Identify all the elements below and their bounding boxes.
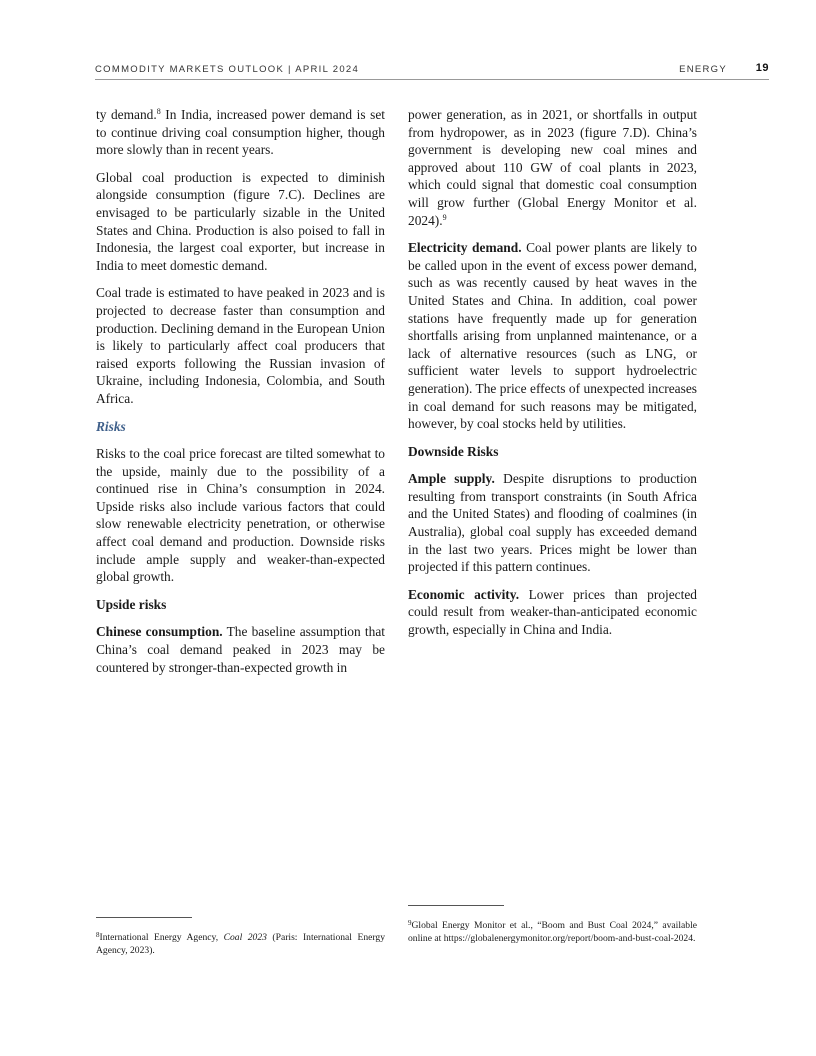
risks-heading: Risks: [96, 418, 126, 434]
paragraph: power generation, as in 2021, or shortfalls in output from hydropower, as in 2023 (figure 7.D). China’s government is developing new coal mines and approved about 110 GW of coal plants in 2023, which could signal that domestic coal consumption will grow further (Global Energy Monitor et al. 2024).$^9$: [408, 107, 697, 228]
upside-risks-heading: Upside risks: [96, 596, 167, 612]
footnote-rule: [96, 917, 192, 918]
run-in-heading: Chinese consumption.: [96, 624, 223, 640]
left-column: [96, 106, 385, 686]
paragraph: Economic activity. Lower prices than projected could result from weaker-than-anticipated economic growth, especially in China and India.: [408, 586, 697, 638]
footnote-8: $^8$International Energy Agency, Coal 2023 (Paris: International Energy Agency, 2023).: [96, 931, 385, 956]
run-in-heading: Electricity demand.: [408, 240, 522, 256]
paragraph: Electricity demand. Coal power plants are likely to be called upon in the event of excess power demand, such as was recently caused by heat waves in the United States and China. In addition, coal power stations have frequently made up for generation shortfalls arising from unplanned maintenance, or a lack of alternative resources (such as LNG, or sufficient water levels to support hydroelectric generation). The price effects of unexpected increases in coal demand for such reasons may be mitigated, however, by coal stocks held by utilities.: [408, 240, 697, 432]
right-column: [408, 106, 697, 649]
paragraph: Global coal production is expected to diminish alongside consumption (figure 7.C). Declines are envisaged to be particularly sizable in the United States and China. Production is also poised to fall in Indonesia, the largest coal exporter, but increase in India to meet domestic demand.: [96, 169, 385, 273]
downside-risks-heading: Downside Risks: [408, 443, 499, 459]
section-name: ENERGY: [679, 64, 727, 75]
paragraph: Chinese consumption. The baseline assumption that China’s coal demand peaked in 2023 may be countered by stronger-than-expected growth in: [96, 624, 385, 675]
publication-title: COMMODITY MARKETS OUTLOOK | APRIL 2024: [95, 64, 360, 75]
run-in-heading: Ample supply.: [408, 471, 495, 487]
footnote-rule: [408, 905, 504, 906]
paragraph: Coal trade is estimated to have peaked in 2023 and is projected to decrease faster than consumption and production. Declining demand in the European Union is likely to particularly affect coal producers that raised exports following the Russian invasion of Ukraine, including Indonesia, Colombia, and South Africa.: [96, 285, 385, 406]
page-number: 19: [755, 62, 769, 74]
page-header: [95, 63, 769, 79]
footnote-ref[interactable]: 8: [156, 107, 161, 116]
paragraph: Risks to the coal price forecast are tilted somewhat to the upside, mainly due to the possibility of a continued rise in China’s consumption in 2024. Upside risks also include various factors that could slow renewable electricity penetration, or otherwise affect coal demand and production. Downside risks include ample supply and weaker-than-expected global growth.: [96, 446, 385, 585]
paragraph: Ample supply. Despite disruptions to production resulting from transport constraints (in South Africa and the United States) and flooding of coalmines (in Australia), global coal supply has exceeded demand in the last two years. Prices might be lower than projected if this pattern continues.: [408, 471, 697, 575]
run-in-heading: Economic activity.: [408, 586, 520, 602]
footnote-9: $^9$Global Energy Monitor et al., “Boom and Bust Coal 2024,” available online at https://globalenergymonitor.org/report/boom-and-bust-coal-2024.: [408, 919, 697, 944]
footnote-ref[interactable]: 9: [442, 212, 447, 222]
header-rule: [95, 79, 769, 80]
paragraph: ty demand.$^8$ In India, increased power demand is set to continue driving coal consumption higher, though more slowly than in recent years.: [96, 107, 385, 158]
